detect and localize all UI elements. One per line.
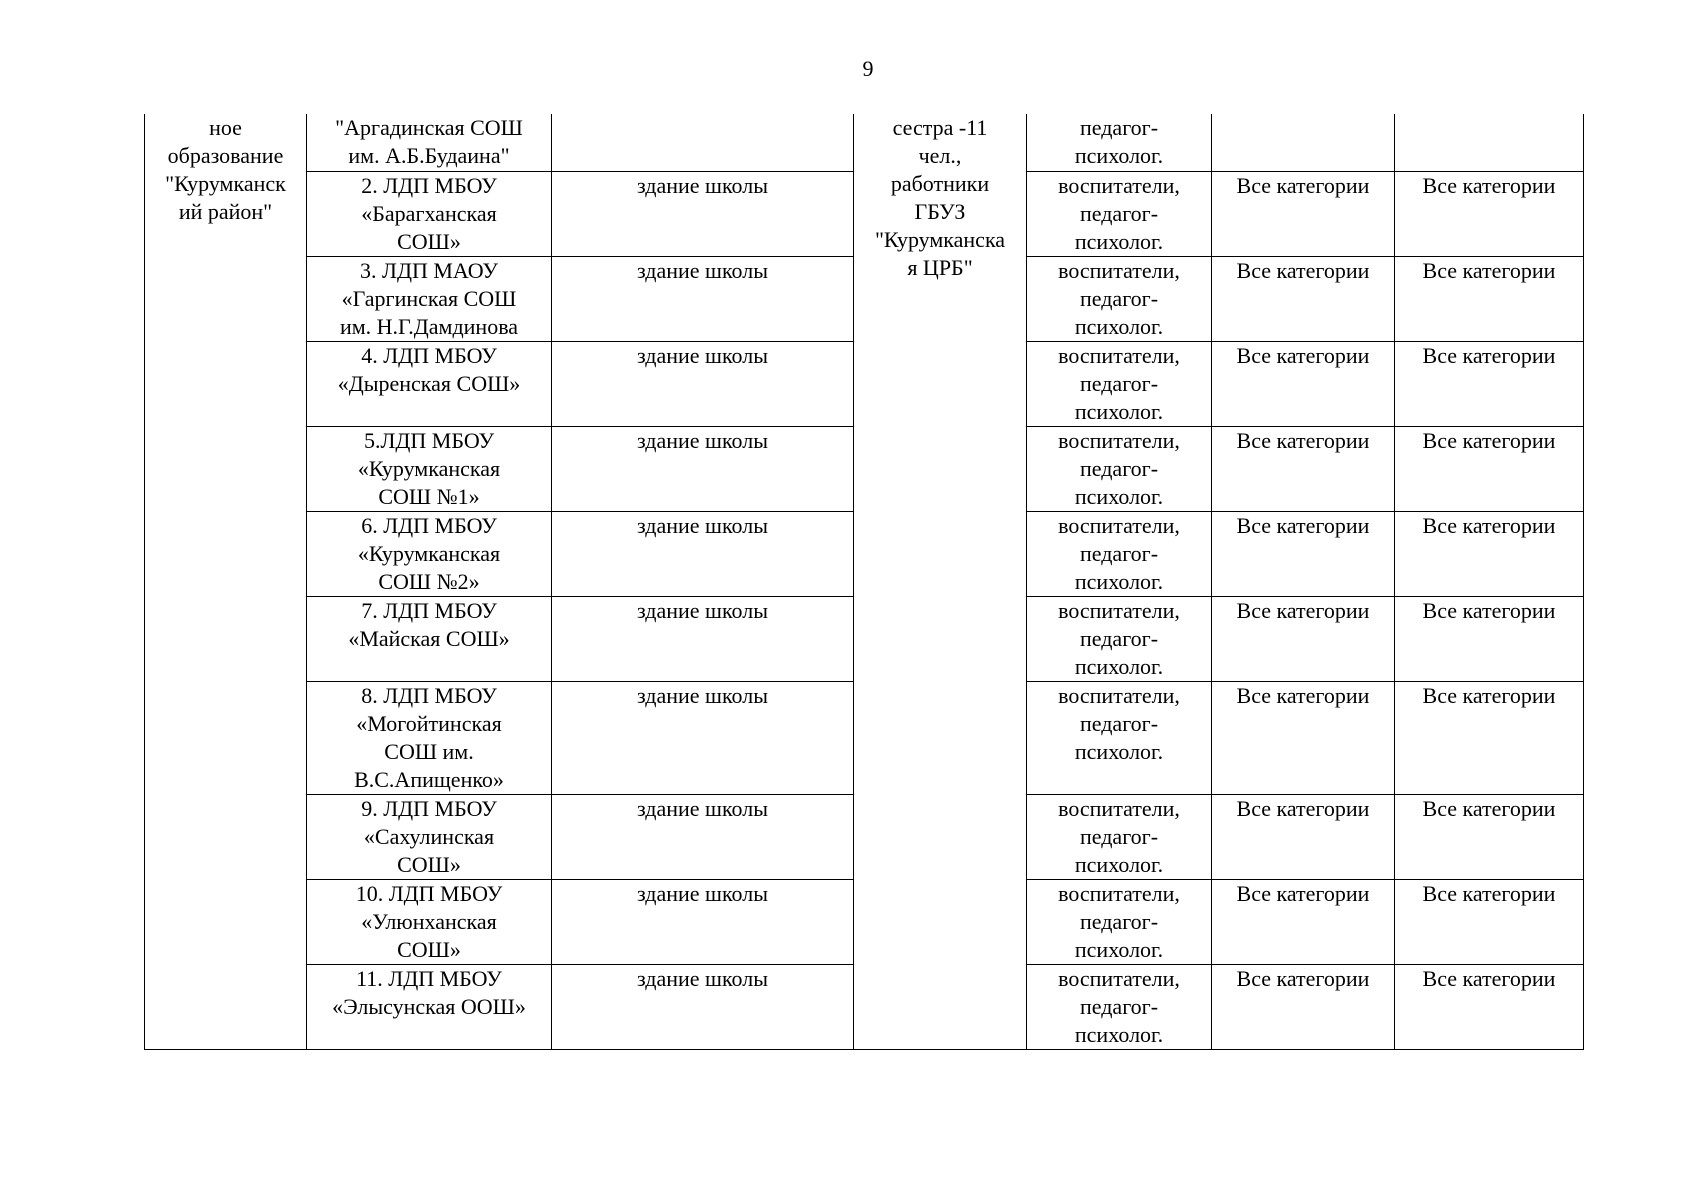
camp-name-cell [307, 172, 552, 257]
staff-cell [1027, 257, 1212, 342]
camp-name-cell [307, 512, 552, 597]
camp-name: 6. ЛДП МБОУ «Курумканская СОШ №2» [357, 513, 501, 594]
camp-name-cell [307, 114, 552, 172]
staff-text: воспитатели, педагог- психолог. [1058, 173, 1180, 254]
district-cell [145, 114, 307, 1050]
camp-name: 10. ЛДП МБОУ «Улюнханская СОШ» [355, 881, 503, 962]
category-text: Все категории [1236, 796, 1370, 821]
category-text: Все категории [1422, 513, 1556, 538]
staff-cell [1027, 965, 1212, 1050]
category-cell [1212, 114, 1395, 172]
location-cell [552, 512, 854, 597]
camps-table [144, 114, 1584, 1050]
camp-name: 8. ЛДП МБОУ «Могойтинская СОШ им. В.С.Апищенко» [354, 683, 504, 792]
category-cell [1395, 682, 1584, 795]
camp-name: 2. ЛДП МБОУ «Барагханская СОШ» [361, 173, 497, 254]
category-cell [1395, 257, 1584, 342]
location-cell [552, 172, 854, 257]
category-cell [1212, 880, 1395, 965]
category-text: Все категории [1236, 881, 1370, 906]
category-text: Все категории [1236, 598, 1370, 623]
staff-text: воспитатели, педагог- психолог. [1058, 598, 1180, 679]
category-text: Все категории [1422, 796, 1556, 821]
category-cell [1395, 597, 1584, 682]
staff-text: воспитатели, педагог- психолог. [1058, 513, 1180, 594]
staff-text: воспитатели, педагог- психолог. [1058, 881, 1180, 962]
staff-cell [1027, 342, 1212, 427]
location-text: здание школы [636, 966, 769, 991]
staff-cell [1027, 597, 1212, 682]
category-cell [1212, 512, 1395, 597]
camp-name-cell [307, 795, 552, 880]
staff-cell [1027, 172, 1212, 257]
category-cell [1212, 172, 1395, 257]
category-text: Все категории [1422, 428, 1556, 453]
staff-cell [1027, 682, 1212, 795]
category-text: Все категории [1422, 173, 1556, 198]
category-cell [1212, 597, 1395, 682]
staff-text: воспитатели, педагог- психолог. [1058, 683, 1180, 764]
category-text: Все категории [1422, 966, 1556, 991]
category-text: Все категории [1236, 258, 1370, 283]
camp-name-cell [307, 427, 552, 512]
location-cell [552, 257, 854, 342]
category-text: Все категории [1422, 343, 1556, 368]
category-cell [1395, 795, 1584, 880]
staff-cell [1027, 880, 1212, 965]
location-cell [552, 965, 854, 1050]
camp-name: 7. ЛДП МБОУ «Майская СОШ» [348, 598, 510, 651]
category-text: Все категории [1236, 173, 1370, 198]
location-text: здание школы [636, 513, 769, 538]
category-cell [1212, 427, 1395, 512]
location-cell [552, 342, 854, 427]
category-cell [1212, 257, 1395, 342]
category-text: Все категории [1422, 683, 1556, 708]
category-cell [1395, 342, 1584, 427]
staff-cell [1027, 427, 1212, 512]
camp-name-cell [307, 342, 552, 427]
category-text: Все категории [1236, 343, 1370, 368]
location-text: здание школы [636, 881, 769, 906]
location-text: здание школы [636, 683, 769, 708]
location-text: здание школы [636, 258, 769, 283]
page-number: 9 [862, 56, 874, 81]
staff-text: воспитатели, педагог- психолог. [1058, 966, 1180, 1047]
category-text: Все категории [1236, 428, 1370, 453]
camp-name: "Аргадинская СОШ им. А.Б.Будаина" [335, 115, 523, 168]
medical-staff-text: сестра -11 чел., работники ГБУЗ "Курумканска я ЦРБ" [874, 115, 1006, 280]
staff-text: воспитатели, педагог- психолог. [1058, 796, 1180, 877]
category-cell [1395, 880, 1584, 965]
category-text: Все категории [1236, 513, 1370, 538]
camp-name-cell [307, 965, 552, 1050]
category-cell [1395, 172, 1584, 257]
camp-name: 3. ЛДП МАОУ «Гаргинская СОШ им. Н.Г.Дамдинова [339, 258, 519, 339]
staff-cell [1027, 114, 1212, 172]
category-cell [1395, 114, 1584, 172]
camp-name: 11. ЛДП МБОУ «Элысунская ООШ» [332, 966, 526, 1019]
category-cell [1395, 965, 1584, 1050]
category-text: Все категории [1422, 881, 1556, 906]
location-cell [552, 427, 854, 512]
category-text: Все категории [1422, 258, 1556, 283]
staff-cell [1027, 512, 1212, 597]
location-cell [552, 880, 854, 965]
table-row [145, 114, 1584, 172]
category-cell [1212, 682, 1395, 795]
camp-name-cell [307, 682, 552, 795]
camp-name: 5.ЛДП МБОУ «Курумканская СОШ №1» [357, 428, 501, 509]
location-cell [552, 795, 854, 880]
category-text: Все категории [1422, 598, 1556, 623]
category-cell [1212, 342, 1395, 427]
staff-text: воспитатели, педагог- психолог. [1058, 428, 1180, 509]
staff-cell [1027, 795, 1212, 880]
location-text: здание школы [636, 343, 769, 368]
camp-name-cell [307, 880, 552, 965]
category-cell [1212, 965, 1395, 1050]
location-text: здание школы [636, 796, 769, 821]
district-text: ное образование "Курумканск ий район" [165, 115, 286, 224]
staff-text: педагог- психолог. [1074, 115, 1164, 168]
location-cell [552, 114, 854, 172]
category-cell [1212, 795, 1395, 880]
camp-name-cell [307, 597, 552, 682]
category-cell [1395, 427, 1584, 512]
location-text: здание школы [636, 173, 769, 198]
staff-text: воспитатели, педагог- психолог. [1058, 258, 1180, 339]
location-text: здание школы [636, 428, 769, 453]
medical-staff-cell [854, 114, 1027, 1050]
camp-name: 4. ЛДП МБОУ «Дыренская СОШ» [337, 343, 521, 396]
camp-name-cell [307, 257, 552, 342]
location-text: здание школы [636, 598, 769, 623]
location-cell [552, 682, 854, 795]
category-cell [1395, 512, 1584, 597]
category-text: Все категории [1236, 966, 1370, 991]
camp-name: 9. ЛДП МБОУ «Сахулинская СОШ» [361, 796, 497, 877]
category-text: Все категории [1236, 683, 1370, 708]
staff-text: воспитатели, педагог- психолог. [1058, 343, 1180, 424]
location-cell [552, 597, 854, 682]
